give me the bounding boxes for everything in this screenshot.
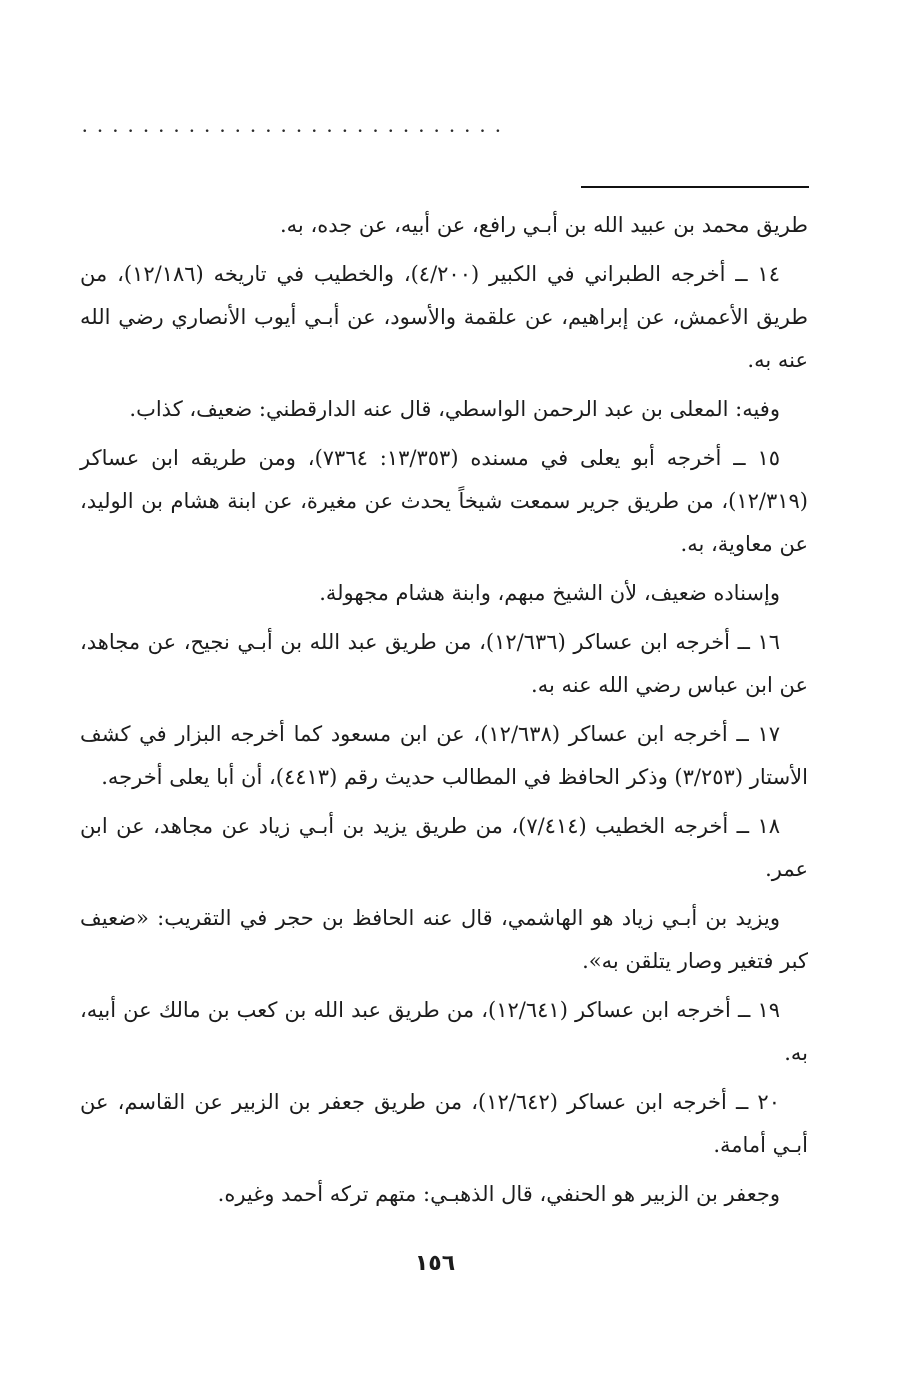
footnote-rule [581,186,809,188]
footnote-15: ١٥ ــ أخرجه أبو يعلى في مسنده (١٣/٣٥٣: ٧٣٦٤)، ومن طريقه ابن عساكر (١٢/٣١٩)، من طريق جرير سمعت شيخاً يحدث عن مغيرة، عن ابنة هشام بن الوليد، عن معاوية، به. [80,446,808,556]
footnote-16: ١٦ ــ أخرجه ابن عساكر (١٢/٦٣٦)، من طريق عبد الله بن أبـي نجيح، عن مجاهد، عن ابن عباس رضي الله عنه به. [80,630,808,697]
footnote-continuation: طريق محمد بن عبيد الله بن أبـي رافع، عن أبيه، عن جده، به. [279,213,808,237]
footnote-15-comment: وإسناده ضعيف، لأن الشيخ مبهم، وابنة هشام مجهولة. [319,581,780,605]
footnote-20: ٢٠ ــ أخرجه ابن عساكر (١٢/٦٤٢)، من طريق جعفر بن الزبير عن القاسم، عن أبـي أمامة. [80,1090,808,1157]
page-number: ١٥٦ [414,1251,456,1276]
ellipsis-separator: ............................ [82,112,511,137]
footnote-20-comment: وجعفر بن الزبير هو الحنفي، قال الذهبـي: متهم تركه أحمد وغيره. [217,1182,780,1206]
footnote-14: ١٤ ــ أخرجه الطبراني في الكبير (٤/٢٠٠)، والخطيب في تاريخه (١٢/١٨٦)، من طريق الأعمش، عن إبراهيم، عن علقمة والأسود، عن أبـي أيوب الأنصاري رضي الله عنه به. [80,262,808,372]
footnote-18-comment: ويزيد بن أبـي زياد هو الهاشمي، قال عنه الحافظ بن حجر في التقريب: «ضعيف كبر فتغير وصار يتلقن به». [80,906,808,973]
footnote-14-comment: وفيه: المعلى بن عبد الرحمن الواسطي، قال عنه الدارقطني: ضعيف، كذاب. [129,397,780,421]
footnote-17: ١٧ ــ أخرجه ابن عساكر (١٢/٦٣٨)، عن ابن مسعود كما أخرجه البزار في كشف الأستار (٣/٢٥٣) وذكر الحافظ في المطالب حديث رقم (٤٤١٣)، أن أبا يعلى أخرجه. [80,722,808,789]
footnote-18: ١٨ ــ أخرجه الخطيب (٧/٤١٤)، من طريق يزيد بن أبـي زياد عن مجاهد، عن ابن عمر. [80,814,808,881]
footnote-19: ١٩ ــ أخرجه ابن عساكر (١٢/٦٤١)، من طريق عبد الله بن كعب بن مالك عن أبيه، به. [80,998,808,1065]
footnotes-block [80,204,808,1216]
